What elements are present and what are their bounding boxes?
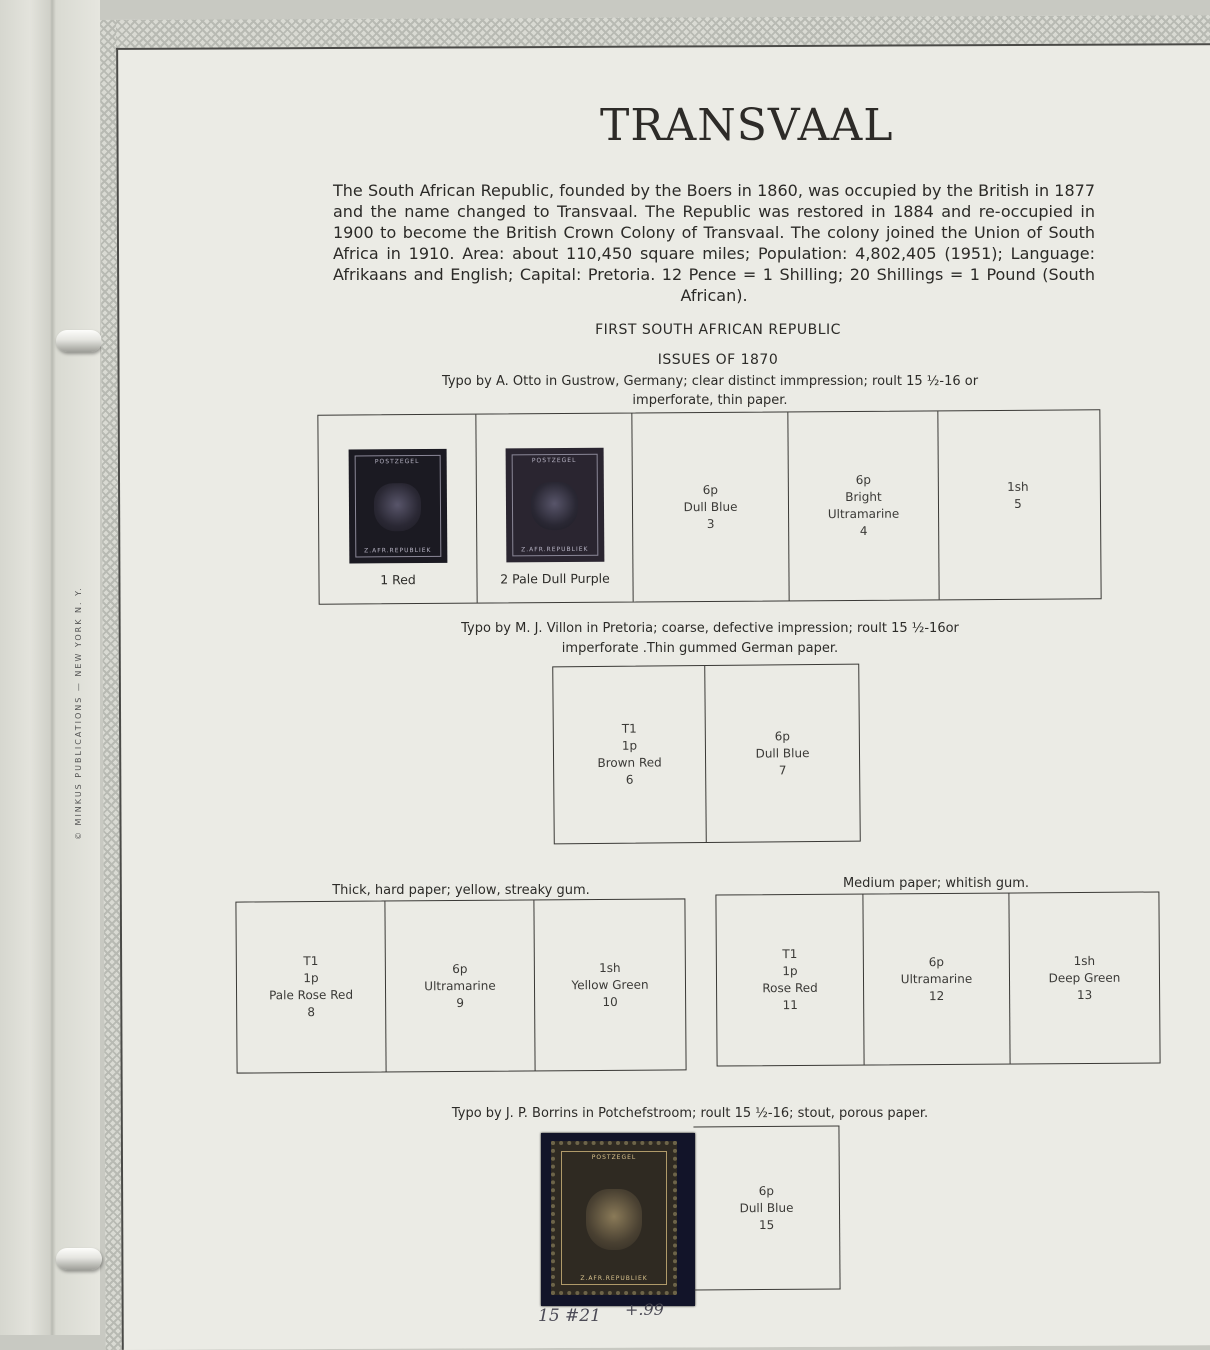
stamp-denomination: 1p [782, 963, 798, 979]
stamp-denomination: 6p [452, 961, 468, 976]
handwritten-note: 15 #21 [538, 1306, 601, 1326]
stamp-color: Ultramarine [900, 971, 973, 986]
stamp-space-15 [693, 1126, 839, 1289]
section5-stamp-row [693, 1125, 840, 1290]
stamp-type: T1 [621, 721, 637, 736]
section1-note-line1: Typo by A. Otto in Gustrow, Germany; clear distinct immpression; roult 15 ½-16 or [441, 374, 979, 389]
stamp-color: Dull Blue [739, 1200, 794, 1215]
stamp-color: Deep Green [1048, 970, 1121, 985]
stamp-denomination: 6p [702, 482, 719, 497]
publisher-imprint: © MINKUS PUBLICATIONS — NEW YORK N. Y. [74, 586, 83, 840]
album-binder [0, 0, 100, 1335]
intro-paragraph: The South African Republic, founded by the Boers in 1860, was occupied by the British in 1877 and the name changed to Transvaal. The Republic was restored in 1884 and re-occupied in 1900 to become the British Crown Colony of Transvaal. The colony joined the Union of South Africa in 1910. Area: about 110,450 square miles; Population: 4,802,405 (1951); Language: Afrikaans and English; Capital: Pretoria. 12 Pence = 1 Shilling; 20 Shillings = 1 Pound (South African). [333, 181, 1095, 305]
stamp-band-bottom: Z.AFR.REPUBLIEK [580, 1275, 648, 1282]
section5-note: Typo by J. P. Borrins in Potchefstroom; roult 15 ½-16; stout, porous paper. [451, 1106, 929, 1121]
stamp-band-top: POSTZEGEL [374, 458, 420, 466]
stamp-space-4 [788, 411, 939, 600]
issue-heading: ISSUES OF 1870 [657, 352, 779, 368]
stamp-denomination: 6p [758, 1183, 775, 1198]
stamp-number: 3 [706, 516, 715, 531]
stamp-caption-1: 1 Red [380, 572, 416, 588]
stamp-space-12 [863, 893, 1010, 1064]
stamp-number: 5 [1014, 496, 1022, 511]
stamp-image-14 [551, 1141, 677, 1295]
stamp-number: 15 [758, 1217, 775, 1232]
stamp-type: T1 [303, 953, 319, 969]
stamp-number: 13 [1076, 987, 1093, 1002]
coat-of-arms-icon [586, 1189, 643, 1250]
stamp-color: Dull Blue [683, 499, 738, 514]
stamp-color: Pale Rose Red [269, 987, 354, 1003]
section1-stamp-row [317, 409, 1101, 604]
stamp-color: Bright [845, 489, 882, 505]
stamp-number: 11 [782, 997, 798, 1013]
stamp-denomination: 1p [303, 970, 319, 986]
stamp-denomination: 1sh [1073, 953, 1096, 968]
section3-stamp-row [235, 898, 686, 1073]
stamp-band-bottom: Z.AFR.REPUBLIEK [364, 546, 432, 555]
stamp-color: Dull Blue [755, 745, 810, 761]
stamp-color: Brown Red [597, 755, 662, 770]
stamp-denomination: 1sh [1007, 479, 1029, 494]
stamp-space-5 [938, 410, 1097, 599]
stamp-number: 7 [778, 762, 787, 777]
stamp-denomination: 6p [855, 472, 871, 487]
stamp-denomination: 6p [774, 728, 791, 743]
handwritten-price: +.99 [625, 1300, 664, 1319]
stamp-image-1 [348, 449, 447, 564]
stamp-number: 12 [928, 988, 945, 1003]
binder-ring-top [56, 330, 102, 352]
stamp-color-line2: Ultramarine [827, 506, 900, 522]
stamp-image-2 [505, 448, 604, 563]
stamp-space-3 [632, 412, 789, 601]
stamp-space-8 [236, 902, 386, 1073]
coat-of-arms-icon [374, 483, 421, 531]
stamp-number: 9 [456, 995, 464, 1010]
stamp-color: Rose Red [762, 980, 818, 996]
section-heading: FIRST SOUTH AFRICAN REPUBLIC [595, 322, 841, 338]
stamp-band-top: POSTZEGEL [591, 1154, 637, 1161]
stamp-space-10 [534, 899, 685, 1070]
stamp-band-bottom: Z.AFR.REPUBLIEK [521, 545, 589, 554]
stamp-denomination: 1p [621, 738, 638, 753]
stamp-denomination: 6p [928, 954, 945, 969]
stamp-type: T1 [782, 946, 798, 962]
stamp-number: 8 [307, 1005, 316, 1020]
stamp-space-2 [476, 414, 633, 603]
section2-note-line2: imperforate .Thin gummed German paper. [561, 641, 839, 656]
stamp-space-9 [385, 900, 535, 1071]
section4-note: Medium paper; whitish gum. [842, 876, 1030, 891]
section2-stamp-row [552, 664, 861, 845]
page-title: TRANSVAAL [600, 100, 894, 151]
binder-ring-bottom [56, 1248, 102, 1270]
stamp-color: Yellow Green [571, 977, 649, 992]
stamp-space-7 [705, 665, 860, 842]
section1-note-line2: imperforate, thin paper. [632, 393, 788, 408]
stamp-band-top: POSTZEGEL [531, 456, 577, 465]
stamp-number: 4 [859, 523, 868, 538]
stamp-space-6 [553, 666, 707, 843]
stamp-color: Ultramarine [424, 978, 496, 993]
stamp-caption-2: 2 Pale Dull Purple [500, 570, 610, 587]
stamp-space-13 [1009, 892, 1159, 1063]
stamp-space-11 [716, 895, 864, 1066]
stamp-space-1 [318, 415, 477, 604]
stamp-denomination: 1sh [599, 960, 621, 975]
section3-note: Thick, hard paper; yellow, streaky gum. [332, 883, 590, 898]
section4-stamp-row [715, 891, 1160, 1066]
coat-of-arms-icon [531, 482, 578, 530]
stamp-number: 10 [602, 994, 618, 1009]
stamp-mount [541, 1133, 695, 1306]
stamp-number: 6 [625, 772, 634, 787]
section2-note-line1: Typo by M. J. Villon in Pretoria; coarse, defective impression; roult 15 ½-16or [461, 621, 959, 636]
